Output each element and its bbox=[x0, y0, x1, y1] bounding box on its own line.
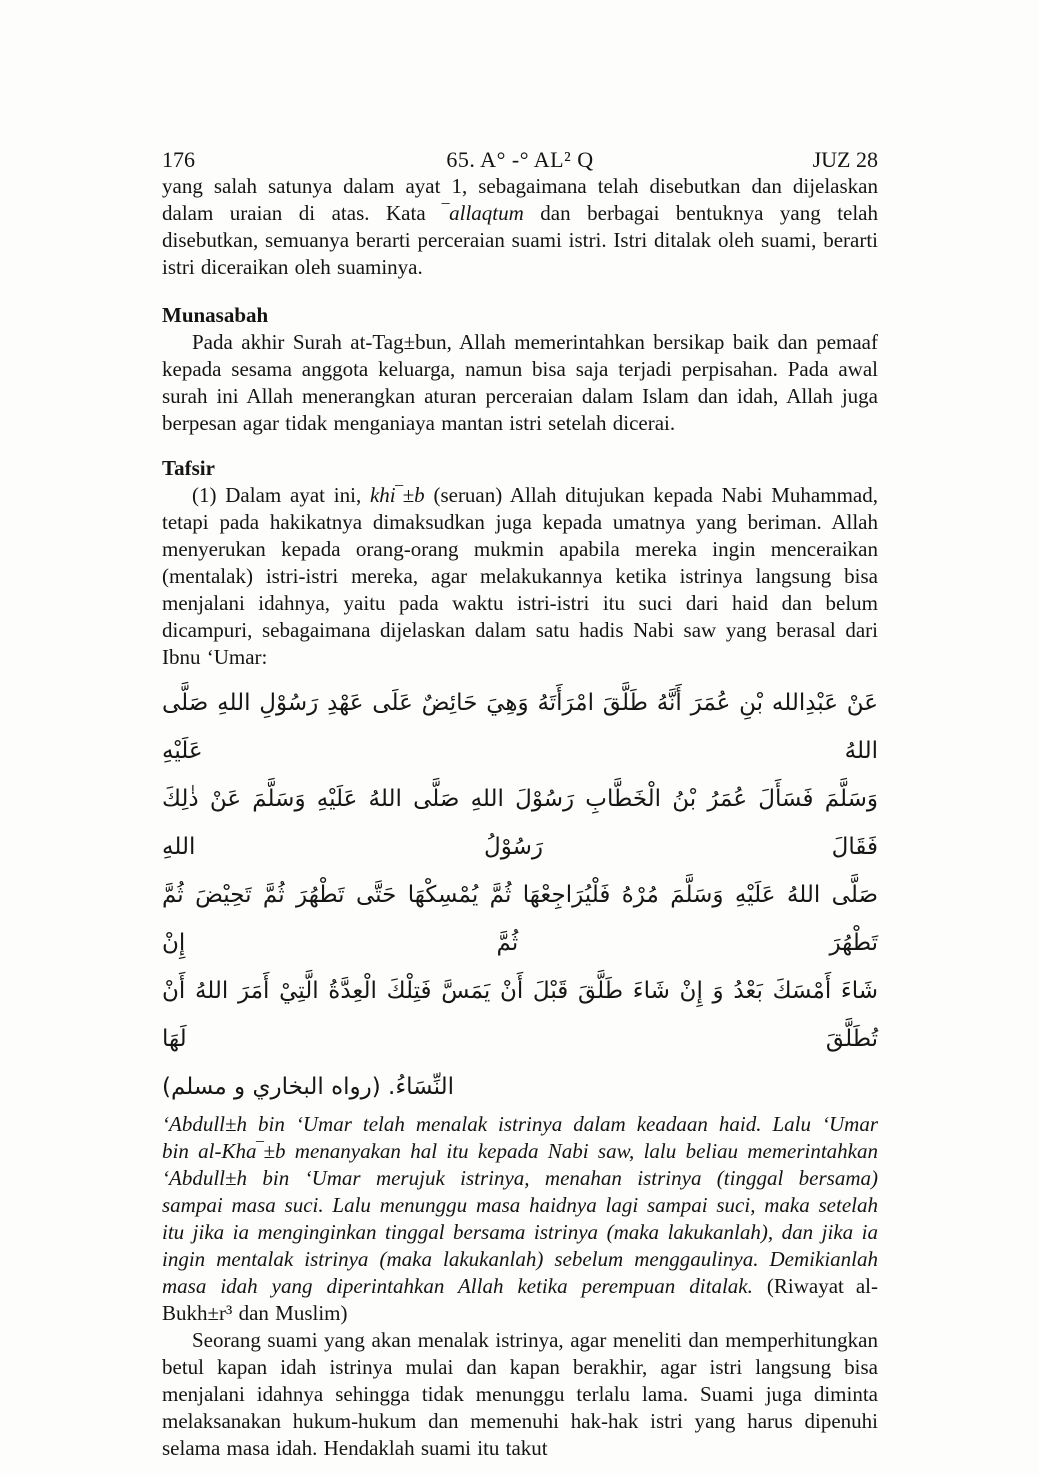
page-number: 176 bbox=[162, 147, 195, 172]
munasabah-heading: Munasabah bbox=[162, 303, 269, 327]
page-header bbox=[162, 147, 878, 173]
tafsir-heading: Tafsir bbox=[162, 456, 215, 480]
hadith-arabic-line: شَاءَ أَمْسَكَ بَعْدُ وَ إِنْ شَاءَ طَلَّقَ قَبْلَ أَنْ يَمَسَّ فَتِلْكَ الْعِدَّةُ الَّتِيْ أَمَرَ اللهُ أَنْ تُطَلَّقَ لَهَا bbox=[162, 978, 878, 1052]
closing-paragraph: Seorang suami yang akan menalak istrinya, agar meneliti dan memperhitungkan betul kapan idah istrinya mulai dan kapan berakhir, agar istri langsung bisa menjalani idahnya sehingga tidak menunggu terlalu lama. Suami juga diminta melaksanakan hukum-hukum dan memenuhi hak-hak istri yang harus dipenuhi selama masa idah. Hendaklah suami itu takut bbox=[162, 1328, 878, 1460]
hadith-arabic-line: صَلَّى اللهُ عَلَيْهِ وَسَلَّمَ مُرْهُ فَلْيُرَاجِعْهَا ثُمَّ يُمْسِكْهَا حَتَّى تَطْهُرَ ثُمَّ تَحِيْضَ ثُمَّ تَطْهُرَ ثُمَّ إِنْ bbox=[162, 882, 878, 956]
hadith-arabic-line: عَنْ عَبْدِالله بْنِ عُمَرَ أَنَّهُ طَلَّقَ امْرَأَتَهُ وَهِيَ حَائِضٌ عَلَى عَهْدِ رَسُوْلِ اللهِ صَلَّى اللهُ عَلَيْهِ bbox=[162, 690, 878, 764]
hadith-translation-paragraph: ‘Abdull±h bin ‘Umar telah menalak istrinya dalam keadaan haid. Lalu ‘Umar bin al-Kha‾±b menanyakan hal itu kepada Nabi saw, lalu beliau memerintahkan ‘Abdull±h bin ‘Umar merujuk istrinya, menahan istrinya (tinggal bersama) sampai masa suci. Lalu menunggu masa haidnya lagi sampai suci, maka setelah itu jika ia menginginkan tinggal bersama istrinya (maka lakukanlah), dan jika ia ingin mentalak istrinya (maka lakukanlah) sebelum menggaulinya. Demikianlah masa idah yang diperintahkan Allah ketika perempuan ditalak. (Riwayat al-Bukh±r³ dan Muslim) bbox=[162, 1112, 879, 1325]
surah-title: 65. A° -° AL² Q bbox=[446, 147, 594, 172]
juz-label: JUZ 28 bbox=[812, 147, 878, 172]
munasabah-paragraph: Pada akhir Surah at-Tag±bun, Allah memerintahkan bersikap baik dan pemaaf kepada sesama anggota keluarga, namun bisa saja terjadi perpisahan. Pada awal surah ini Allah menerangkan aturan perceraian dalam Islam dan idah, Allah juga berpesan agar tidak menganiaya mantan istri setelah dicerai. bbox=[162, 330, 878, 435]
hadith-arabic-block bbox=[162, 679, 878, 1111]
hadith-arabic-line: وَسَلَّمَ فَسَأَلَ عُمَرُ بْنُ الْخَطَّابِ رَسُوْلَ اللهِ صَلَّى اللهُ عَلَيْهِ وَسَلَّمَ عَنْ ذٰلِكَ فَقَالَ رَسُوْلُ اللهِ bbox=[162, 786, 878, 860]
hadith-arabic-line: النِّسَاءُ. (رواه البخاري و مسلم) bbox=[162, 1074, 455, 1100]
tafsir-paragraph: (1) Dalam ayat ini, khi‾±b (seruan) Allah ditujukan kepada Nabi Muhammad, tetapi pada hakikatnya dimaksudkan juga kepada umatnya yang beriman. Allah menyerukan kepada orang-orang mukmin apabila mereka ingin menceraikan (mentalak) istri-istri mereka, agar melakukannya ketika istrinya langsung bisa menjalani idahnya, yaitu pada waktu istri-istri itu suci dari haid dan belum dicampuri, sebagaimana dijelaskan dalam satu hadis Nabi saw yang berasal dari Ibnu ‘Umar: bbox=[162, 483, 878, 669]
intro-paragraph: yang salah satunya dalam ayat 1, sebagaimana telah disebutkan dan dijelaskan dalam uraian di atas. Kata ‾allaqtum dan berbagai bentuknya yang telah disebutkan, semuanya berarti perceraian suami istri. Istri ditalak oleh suami, berarti istri diceraikan oleh suaminya. bbox=[162, 174, 879, 279]
